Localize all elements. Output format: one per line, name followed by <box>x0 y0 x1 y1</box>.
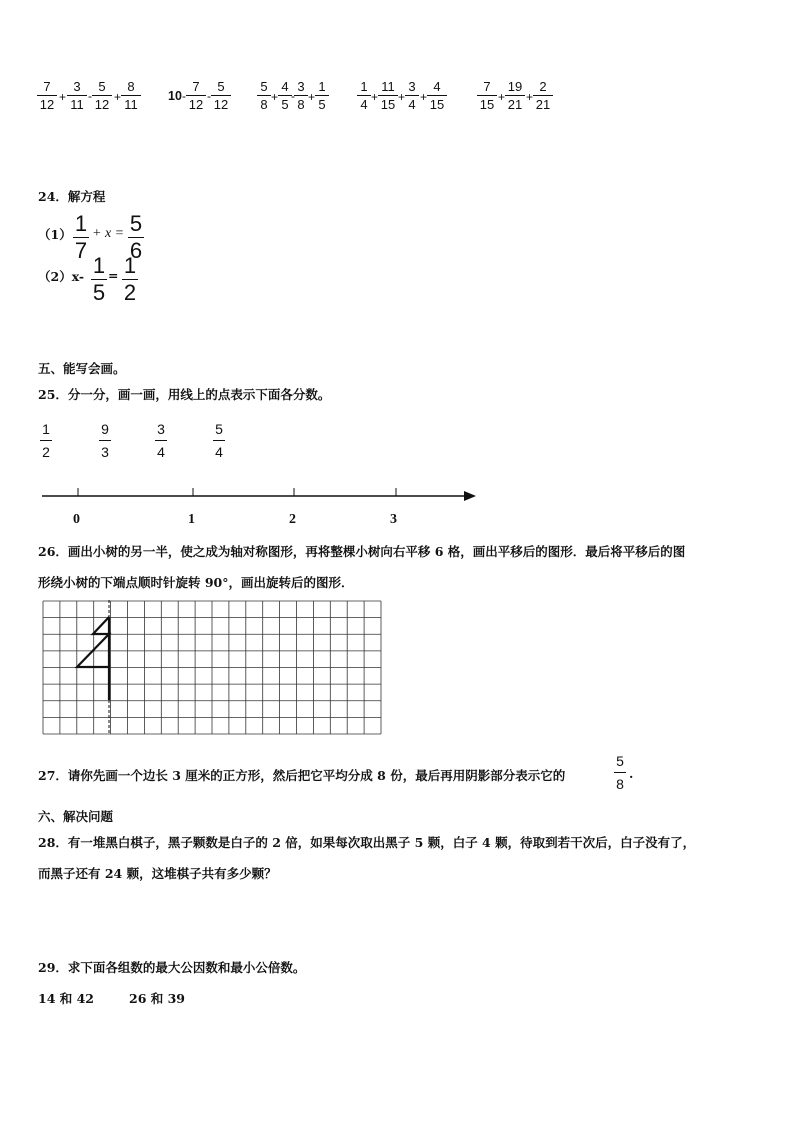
denominator: 5 <box>281 97 289 112</box>
fraction <box>357 80 371 111</box>
fraction <box>186 80 206 111</box>
denominator: 5 <box>92 280 106 305</box>
operator: + <box>398 90 406 104</box>
denominator: 15 <box>479 97 495 112</box>
equation-1-middle: + x = <box>92 226 125 241</box>
numerator: 7 <box>483 79 491 94</box>
operator: + <box>526 90 534 104</box>
numerator: 2 <box>539 79 547 94</box>
operator: + <box>371 90 379 104</box>
denominator: 21 <box>507 97 523 112</box>
denominator: 2 <box>123 280 137 305</box>
operator: + <box>420 90 428 104</box>
denominator: 12 <box>94 97 110 112</box>
numerator: 1 <box>42 421 50 437</box>
numerator: 5 <box>98 79 106 94</box>
fraction <box>614 754 626 791</box>
fraction <box>257 80 271 111</box>
tick-label: 0 <box>73 512 80 527</box>
denominator: 4 <box>408 97 416 112</box>
numerator: 11 <box>381 79 395 94</box>
operator: + <box>114 90 122 104</box>
numerator: 5 <box>260 79 268 94</box>
fraction <box>294 80 308 111</box>
fraction <box>405 80 419 111</box>
expression-lead-number: 10 <box>168 89 182 103</box>
operator: + <box>271 90 279 104</box>
question-26-line-1: 26．画出小树的另一半，使之成为轴对称图形，再将整棵小树向右平移 6 格，画出平移后的图形．最后将平移后的图 <box>38 544 686 559</box>
denominator: 4 <box>360 97 368 112</box>
denominator: 4 <box>157 444 165 460</box>
operator: - <box>207 89 211 103</box>
equation-1-label: （1） <box>38 227 72 242</box>
numerator: 1 <box>360 79 368 94</box>
numerator: 1 <box>92 253 106 278</box>
fraction <box>505 80 525 111</box>
denominator: 6 <box>129 238 143 263</box>
denominator: 8 <box>297 97 305 112</box>
question-28-line-2: 而黑子还有 24 颗，这堆棋子共有多少颗？ <box>38 866 277 881</box>
denominator: 8 <box>260 97 268 112</box>
numerator: 3 <box>408 79 416 94</box>
fraction <box>37 80 57 111</box>
question-27-text: 27．请你先画一个边长 3 厘米的正方形，然后把它平均分成 8 份，最后再用阴影部分表示它的 <box>38 768 566 783</box>
fraction <box>40 422 52 459</box>
section-6-heading: 六、解决问题 <box>38 809 114 824</box>
denominator: 4 <box>215 444 223 460</box>
numerator: 1 <box>318 79 326 94</box>
numerator: 7 <box>192 79 200 94</box>
denominator: 8 <box>616 776 624 792</box>
number-line-arrow <box>464 491 476 501</box>
fraction <box>315 80 329 111</box>
question-27-period: . <box>629 766 634 781</box>
fraction <box>99 422 111 459</box>
fraction <box>73 213 89 262</box>
denominator: 12 <box>188 97 204 112</box>
fraction <box>533 80 553 111</box>
numerator: 3 <box>157 421 165 437</box>
question-25-title: 25．分一分，画一画，用线上的点表示下面各分数。 <box>38 387 331 402</box>
numerator: 19 <box>507 79 523 94</box>
operator: - <box>291 89 295 103</box>
question-28-line-1: 28．有一堆黑白棋子，黑子颗数是白子的 2 倍，如果每次取出黑子 5 颗，白子 4 颗，待取到若干次后，白子没有了， <box>38 835 696 850</box>
fraction <box>155 422 167 459</box>
denominator: 11 <box>124 97 138 112</box>
numerator: 3 <box>297 79 305 94</box>
tick-label: 3 <box>390 512 397 527</box>
numerator: 4 <box>433 79 441 94</box>
denominator: 15 <box>380 97 396 112</box>
numerator: 5 <box>215 421 223 437</box>
fraction <box>477 80 497 111</box>
number-line <box>0 480 500 510</box>
denominator: 12 <box>213 97 229 112</box>
equation-2-label: （2）x- <box>38 269 85 284</box>
fraction <box>211 80 231 111</box>
section-5-heading: 五、能写会画。 <box>38 361 126 376</box>
grid-drawing-area <box>40 598 386 738</box>
denominator: 12 <box>39 97 55 112</box>
numerator: 4 <box>281 79 289 94</box>
denominator: 21 <box>535 97 551 112</box>
operator: + <box>498 90 506 104</box>
numerator: 5 <box>217 79 225 94</box>
fraction <box>67 80 87 111</box>
denominator: 11 <box>70 97 84 112</box>
operator: + <box>59 90 67 104</box>
numerator: 7 <box>43 79 51 94</box>
half-tree-shape <box>77 617 109 700</box>
numerator: 5 <box>616 753 624 769</box>
tick-label: 2 <box>289 512 296 527</box>
denominator: 5 <box>318 97 326 112</box>
numerator: 8 <box>127 79 135 94</box>
fraction <box>92 80 112 111</box>
denominator: 3 <box>101 444 109 460</box>
number-group-2: 26 和 39 <box>129 991 185 1006</box>
fraction <box>121 80 141 111</box>
question-29-title: 29．求下面各组数的最大公因数和最小公倍数。 <box>38 960 306 975</box>
fraction <box>91 255 107 304</box>
question-24-title: 24．解方程 <box>38 189 106 204</box>
fraction <box>427 80 447 111</box>
question-26-line-2: 形绕小树的下端点顺时针旋转 90°，画出旋转后的图形． <box>38 575 354 590</box>
numerator: 5 <box>129 211 143 236</box>
fraction <box>213 422 225 459</box>
fraction <box>378 80 398 111</box>
denominator: 7 <box>74 238 88 263</box>
numerator: 1 <box>74 211 88 236</box>
tick-label: 1 <box>188 512 195 527</box>
fraction <box>122 255 138 304</box>
denominator: 2 <box>42 444 50 460</box>
operator: - <box>182 89 186 103</box>
operator: - <box>88 89 92 103</box>
numerator: 3 <box>73 79 81 94</box>
fraction <box>278 80 292 111</box>
denominator: 15 <box>429 97 445 112</box>
numerator: 9 <box>101 421 109 437</box>
numerator: 1 <box>123 253 137 278</box>
number-group-1: 14 和 42 <box>38 991 94 1006</box>
operator: + <box>308 90 316 104</box>
equation-2-equals: = <box>108 268 119 283</box>
